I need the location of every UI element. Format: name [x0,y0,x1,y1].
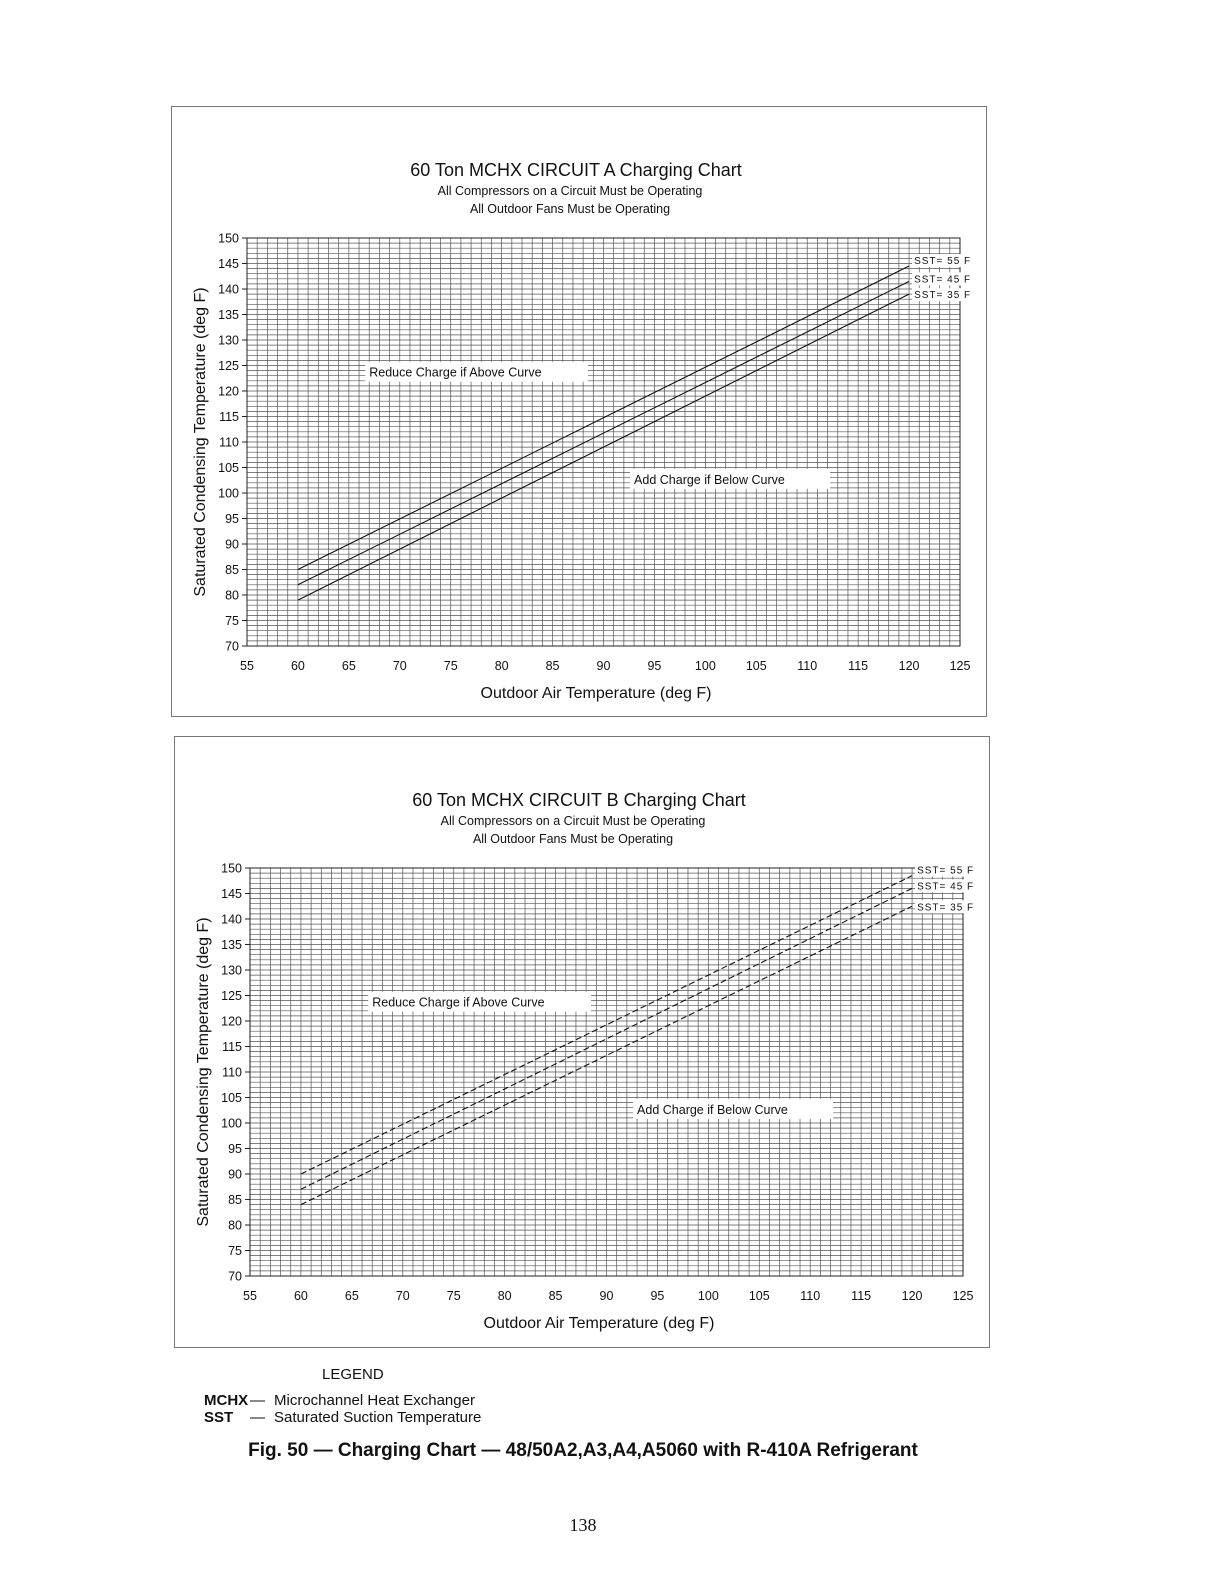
legend-dash: — [250,1392,265,1409]
chart-b-series-label: SST= 55 F [917,865,975,877]
chart-a-x-tick-label: 110 [797,659,818,673]
chart-circuit-a-svg [172,107,986,716]
chart-b-y-tick-label: 70 [228,1269,242,1284]
chart-a-y-tick-label: 90 [225,537,239,552]
figure-caption: Fig. 50 — Charging Chart — 48/50A2,A3,A4,A5060 with R-410A Refrigerant [248,1440,918,1461]
chart-a-y-tick-label: 150 [218,231,239,246]
chart-a-y-tick-label: 130 [218,333,239,348]
chart-b-y-tick-label: 120 [221,1014,242,1029]
chart-a-x-tick-label: 70 [392,659,407,673]
chart-a-x-tick-label: 80 [494,659,509,673]
chart-b-x-tick-label: 125 [952,1289,974,1303]
chart-a-title: 60 Ton MCHX CIRCUIT A Charging Chart [410,160,742,180]
chart-b-series-label: SST= 35 F [917,902,975,914]
chart-b-y-tick-label: 115 [222,1040,242,1054]
chart-b-y-tick-label: 75 [228,1244,242,1258]
chart-a-y-tick-label: 140 [218,282,239,297]
chart-b-x-tick-label: 115 [851,1289,872,1303]
chart-a-y-tick-label: 70 [225,639,239,654]
chart-b-x-tick-label: 110 [800,1289,821,1303]
chart-a-y-tick-label: 145 [218,257,239,271]
chart-b-series-label: SST= 45 F [917,881,975,893]
chart-a-x-tick-label: 90 [596,659,611,673]
chart-b-subtitle-2: All Outdoor Fans Must be Operating [472,832,674,846]
legend-term: SST [204,1409,234,1426]
chart-a-x-tick-label: 105 [745,659,767,673]
chart-a-x-axis-label: Outdoor Air Temperature (deg F) [480,685,712,702]
chart-b-x-tick-label: 120 [901,1289,923,1303]
chart-b-y-tick-label: 85 [228,1193,242,1207]
chart-b-y-tick-label: 150 [221,861,242,876]
chart-b-y-tick-label: 90 [228,1167,242,1182]
chart-b-y-tick-label: 130 [221,963,242,978]
chart-a-y-tick-label: 105 [218,461,239,475]
chart-a-series-label: SST= 35 F [914,290,972,302]
chart-b-grid [250,868,963,1276]
chart-b-x-tick-label: 65 [344,1289,359,1303]
chart-a-subtitle-2: All Outdoor Fans Must be Operating [469,202,671,216]
legend-item-mchx [204,1392,475,1409]
chart-a-x-tick-label: 55 [240,659,254,673]
chart-b-y-tick-label: 125 [221,989,242,1003]
chart-a-y-tick-label: 100 [218,486,239,501]
chart-circuit-a [171,106,987,717]
chart-a-y-tick-label: 115 [219,410,239,424]
chart-a-y-tick-label: 125 [218,359,239,373]
chart-b-x-axis-label: Outdoor Air Temperature (deg F) [483,1315,715,1332]
chart-b-annotation: Reduce Charge if Above Curve [372,995,545,1010]
legend-dash: — [250,1409,265,1426]
chart-a-y-tick-label: 110 [219,435,239,450]
chart-b-title: 60 Ton MCHX CIRCUIT B Charging Chart [412,790,746,810]
chart-b-annotation: Add Charge if Below Curve [637,1102,788,1117]
chart-a-x-tick-label: 75 [443,659,458,673]
chart-b-x-tick-label: 70 [395,1289,410,1303]
chart-a-y-tick-label: 120 [218,384,239,399]
chart-a-y-tick-label: 135 [218,308,239,322]
chart-a-x-tick-label: 100 [694,659,716,673]
chart-a-x-tick-label: 60 [290,659,305,673]
chart-b-y-tick-label: 95 [228,1142,242,1156]
chart-a-x-tick-label: 95 [647,659,662,673]
chart-a-x-tick-label: 65 [341,659,356,673]
chart-b-y-axis-label: Saturated Condensing Temperature (deg F) [195,917,212,1227]
chart-circuit-b [174,736,990,1348]
legend-definition: Microchannel Heat Exchanger [274,1392,475,1409]
chart-b-subtitle-1: All Compressors on a Circuit Must be Operating [440,814,706,828]
chart-b-x-tick-label: 105 [748,1289,770,1303]
chart-b-y-tick-label: 100 [221,1116,242,1131]
chart-b-y-tick-label: 105 [221,1091,242,1105]
chart-circuit-b-svg [175,737,989,1347]
chart-a-y-tick-label: 80 [225,588,239,603]
chart-b-y-tick-label: 80 [228,1218,242,1233]
legend-term: MCHX [204,1392,249,1409]
chart-b-x-tick-label: 85 [548,1289,563,1303]
chart-a-subtitle-1: All Compressors on a Circuit Must be Operating [437,184,703,198]
chart-a-x-tick-label: 125 [949,659,971,673]
page-number: 138 [569,1515,597,1535]
chart-b-x-tick-label: 100 [697,1289,719,1303]
chart-a-x-tick-label: 120 [898,659,920,673]
chart-a-series-label: SST= 45 F [914,274,972,286]
chart-a-grid [247,238,960,646]
legend-item-sst [204,1409,481,1426]
chart-a-y-axis-label: Saturated Condensing Temperature (deg F) [192,287,209,597]
chart-a-series-label: SST= 55 F [914,256,972,268]
chart-b-x-tick-label: 75 [446,1289,461,1303]
chart-a-y-tick-label: 85 [225,563,239,577]
legend-heading: LEGEND [322,1366,384,1383]
chart-b-x-tick-label: 90 [599,1289,614,1303]
chart-b-x-tick-label: 95 [650,1289,665,1303]
chart-b-y-tick-label: 145 [221,887,242,901]
chart-b-x-tick-label: 60 [293,1289,308,1303]
chart-a-y-tick-label: 75 [225,614,239,628]
chart-b-y-tick-label: 135 [221,938,242,952]
chart-b-x-tick-label: 80 [497,1289,512,1303]
legend-definition: Saturated Suction Temperature [274,1409,482,1426]
chart-b-x-tick-label: 55 [243,1289,257,1303]
chart-a-x-tick-label: 115 [848,659,869,673]
chart-a-annotation: Reduce Charge if Above Curve [369,365,542,380]
chart-a-annotation: Add Charge if Below Curve [634,472,785,487]
chart-b-y-tick-label: 110 [222,1065,242,1080]
chart-b-y-tick-label: 140 [221,912,242,927]
chart-a-x-tick-label: 85 [545,659,560,673]
chart-a-y-tick-label: 95 [225,512,239,526]
